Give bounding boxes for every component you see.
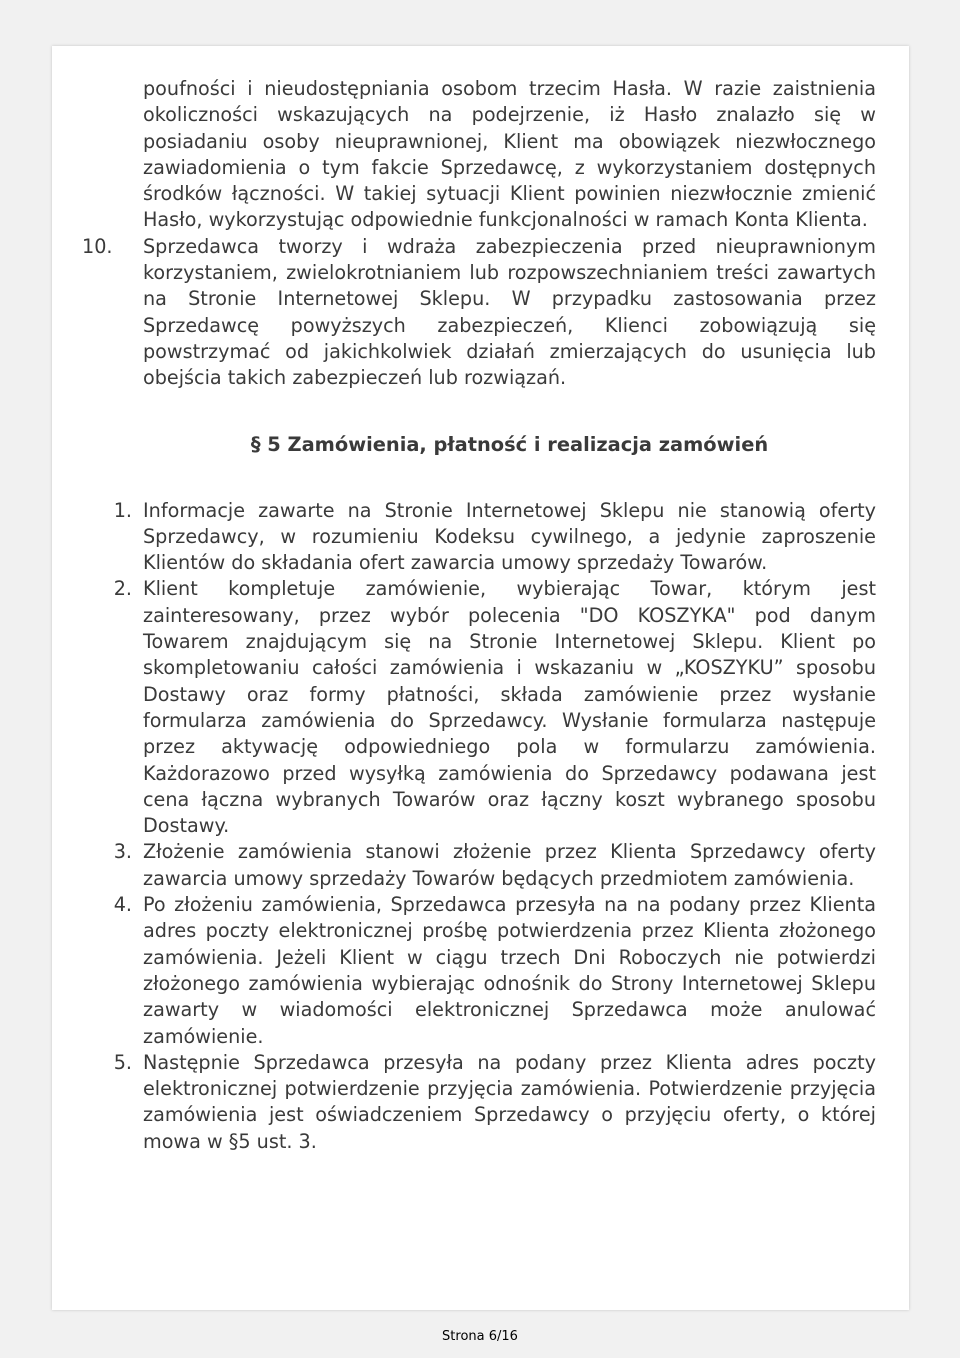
page-number-footer: Strona 6/16 — [442, 1329, 518, 1344]
continuation-paragraph — [92, 76, 876, 234]
list-item-number: 2. — [113, 577, 132, 601]
list-item-text: Sprzedawca tworzy i wdraża zabezpieczenia przed nieuprawnionym korzystaniem, zwielokrotnianiem lub rozpowszechnianiem treści zawartych na Stronie Internetowej Sklepu. W przypadku zastosowania przez Sprzedawcę powyższych zabezpieczeń, Klienci zobowiązują się powstrzymać od jakichkolwiek działań zmierzających do usunięcia lub obejścia takich zabezpieczeń lub rozwiązań. — [143, 234, 876, 390]
list-item-number: 5. — [113, 1050, 132, 1074]
list-item-10 — [82, 234, 876, 392]
section-heading-wrap — [92, 392, 876, 498]
list-item-1 — [92, 498, 876, 577]
list-item-number: 1. — [113, 498, 132, 522]
list-item-text: Informacje zawarte na Stronie Internetowej Sklepu nie stanowią oferty Sprzedawcy, w rozumieniu Kodeksu cywilnego, a jedynie zaproszenie Klientów do składania ofert zawarcia umowy sprzedaży Towarów. — [143, 498, 876, 575]
continuation-text: poufności i nieudostępniania osobom trzecim Hasła. W razie zaistnienia okoliczności wskazujących na podejrzenie, iż Hasło znalazło się w posiadaniu osoby nieuprawnionej, Klient ma obowiązek niezwłocznego zawiadomienia o tym fakcie Sprzedawcę, z wykorzystaniem dostępnych środków łączności. W takiej sytuacji Klient powinien niezwłocznie zmienić Hasło, wykorzystując odpowiednie funkcjonalności w ramach Konta Klienta. — [143, 77, 876, 232]
section-heading: § 5 Zamówienia, płatność i realizacja zamówień — [250, 432, 769, 456]
list-item-5 — [92, 1050, 876, 1155]
list-item-text: Złożenie zamówienia stanowi złożenie przez Klienta Sprzedawcy oferty zawarcia umowy sprzedaży Towarów będących przedmiotem zamówienia. — [143, 840, 876, 890]
list-item-number: 10. — [82, 234, 113, 258]
list-item-number: 4. — [113, 893, 132, 917]
list-item-text: Po złożeniu zamówienia, Sprzedawca przesyła na na podany przez Klienta adres poczty elektronicznej prośbę potwierdzenia przez Klienta złożonego zamówienia. Jeżeli Klient w ciągu trzech Dni Roboczych nie potwierdzi złożonego zamówienia wybierając odnośnik do Strony Internetowej Sklepu zawarty w wiadomości elektronicznej Sprzedawca może anulować zamówienie. — [143, 893, 876, 1048]
list-item-3 — [92, 839, 876, 892]
list-item-4 — [92, 892, 876, 1050]
list-item-text: Klient kompletuje zamówienie, wybierając Towar, którym jest zainteresowany, przez wybór polecenia "DO KOSZYKA" pod danym Towarem znajdującym się na Stronie Internetowej Sklepu. Klient po skompletowaniu całości zamówienia i wskazaniu w „KOSZYKU” sposobu Dostawy oraz formy płatności, składa zamówienie przez wysłanie formularza zamówienia do Sprzedawcy. Wysłanie formularza następuje przez aktywację odpowiedniego pola w formularzu zamówienia. Każdorazowo przed wysyłką zamówienia do Sprzedawcy podawana jest cena łączna wybranych Towarów oraz łączny koszt wybranego sposobu Dostawy. — [143, 577, 876, 838]
list-item-text: Następnie Sprzedawca przesyła na podany przez Klienta adres poczty elektronicznej potwierdzenie przyjęcia zamówienia. Potwierdzenie przyjęcia zamówienia jest oświadczeniem Sprzedawcy o przyjęciu oferty, o której mowa w §5 ust. 3. — [143, 1050, 876, 1153]
page-content — [82, 76, 876, 1155]
list-item-2 — [92, 576, 876, 839]
list-item-number: 3. — [113, 840, 132, 864]
